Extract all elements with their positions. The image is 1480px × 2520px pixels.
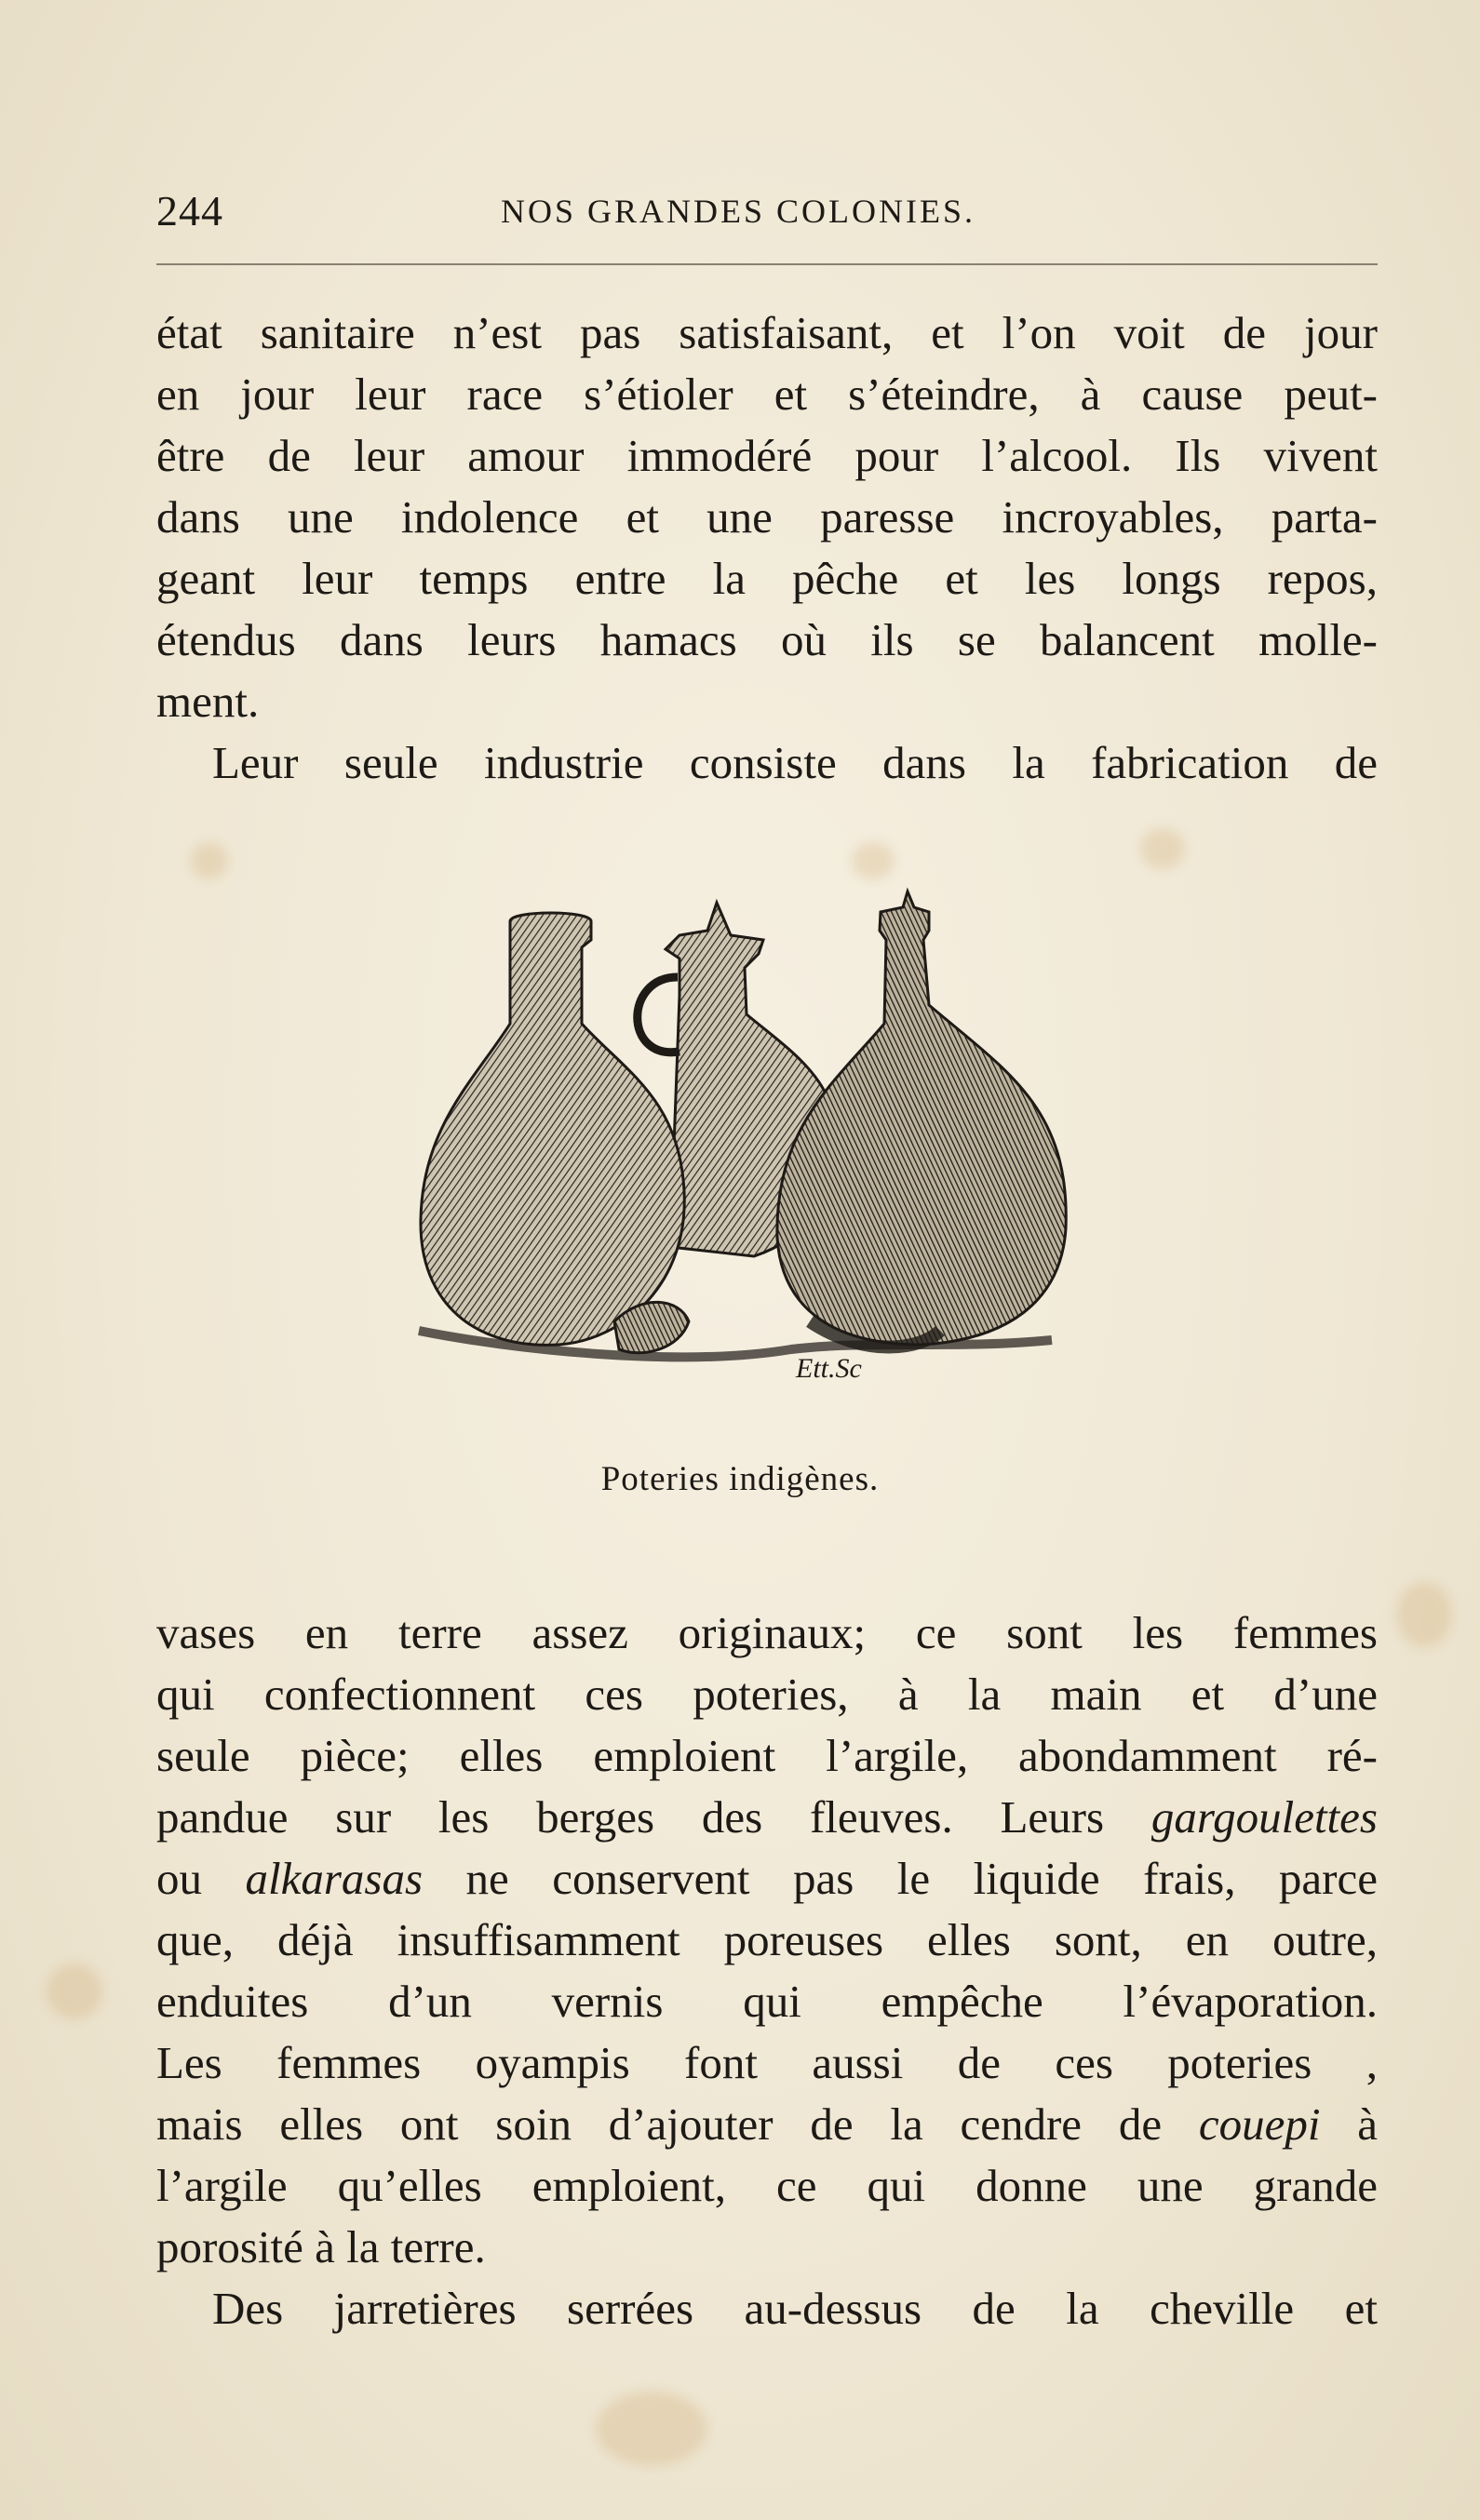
foxing-spot: [191, 842, 228, 879]
foxing-spot: [596, 2392, 707, 2466]
text-line: être de leur amour immodéré pour l’alcool. Ils vivent: [156, 430, 1378, 481]
text-line: en jour leur race s’étioler et s’éteindre, à cause peut-: [156, 369, 1378, 420]
text-run: pandue sur les berges des fleuves. Leurs: [156, 1791, 1151, 1843]
running-title: NOS GRANDES COLONIES.: [501, 193, 976, 230]
foxing-spot: [1140, 828, 1185, 869]
foxing-spot: [1396, 1582, 1452, 1647]
text-line: Les femmes oyampis font aussi de ces poteries ,: [156, 2037, 1378, 2088]
jug-handle: [638, 977, 679, 1052]
pottery-illustration: [400, 884, 1145, 1433]
header-rule: [156, 263, 1378, 265]
text-line: que, déjà insuffisamment poreuses elles sont, en outre,: [156, 1914, 1378, 1965]
foxing-spot: [852, 842, 895, 879]
paragraph-2-continued: [156, 1602, 1378, 2339]
text-line: l’argile qu’elles emploient, ce qui donne une grande: [156, 2160, 1378, 2211]
paragraph-1: [156, 302, 1378, 794]
text-line: état sanitaire n’est pas satisfaisant, et l’on voit de jour: [156, 307, 1378, 358]
text-line: vases en terre assez originaux; ce sont les femmes: [156, 1607, 1378, 1658]
italic-term: alkarasas: [245, 1853, 424, 1904]
text-line: dans une indolence et une paresse incroyables, parta-: [156, 491, 1378, 543]
text-line: Des jarretières serrées au-dessus de la cheville et: [212, 2283, 1378, 2334]
text-line: enduites d’un vernis qui empêche l’évaporation.: [156, 1976, 1378, 2027]
text-line: [156, 1848, 1378, 1910]
italic-term: couepi: [1198, 2098, 1321, 2150]
figure-caption: Poteries indigènes.: [600, 1460, 880, 1498]
text-line: étendus dans leurs hamacs où ils se balancent molle-: [156, 614, 1378, 665]
left-jar: [421, 913, 684, 1345]
foxing-spot: [47, 1964, 102, 2019]
italic-term: gargoulettes: [1150, 1791, 1378, 1843]
text-line: seule pièce; elles emploient l’argile, abondamment ré-: [156, 1730, 1378, 1781]
text-run: ne conservent pas le liquide frais, parce: [423, 1853, 1378, 1904]
running-head: [156, 186, 1378, 242]
engraver-signature: Ett.Sc: [796, 1353, 862, 1384]
text-line: qui confectionnent ces poteries, à la main et d’une: [156, 1669, 1378, 1720]
text-line: [156, 2094, 1378, 2155]
text-line: Leur seule industrie consiste dans la fabrication de: [212, 737, 1378, 788]
page-number: 244: [156, 187, 223, 235]
right-jar: [777, 891, 1066, 1345]
text-run: ou: [156, 1853, 246, 1904]
text-run: à: [1320, 2098, 1379, 2150]
text-run: mais elles ont soin d’ajouter de la cendre de: [156, 2098, 1199, 2150]
text-line: ment.: [156, 676, 260, 727]
text-line: [156, 1787, 1378, 1848]
text-line: porosité à la terre.: [156, 2221, 486, 2272]
text-line: geant leur temps entre la pêche et les longs repos,: [156, 553, 1378, 604]
